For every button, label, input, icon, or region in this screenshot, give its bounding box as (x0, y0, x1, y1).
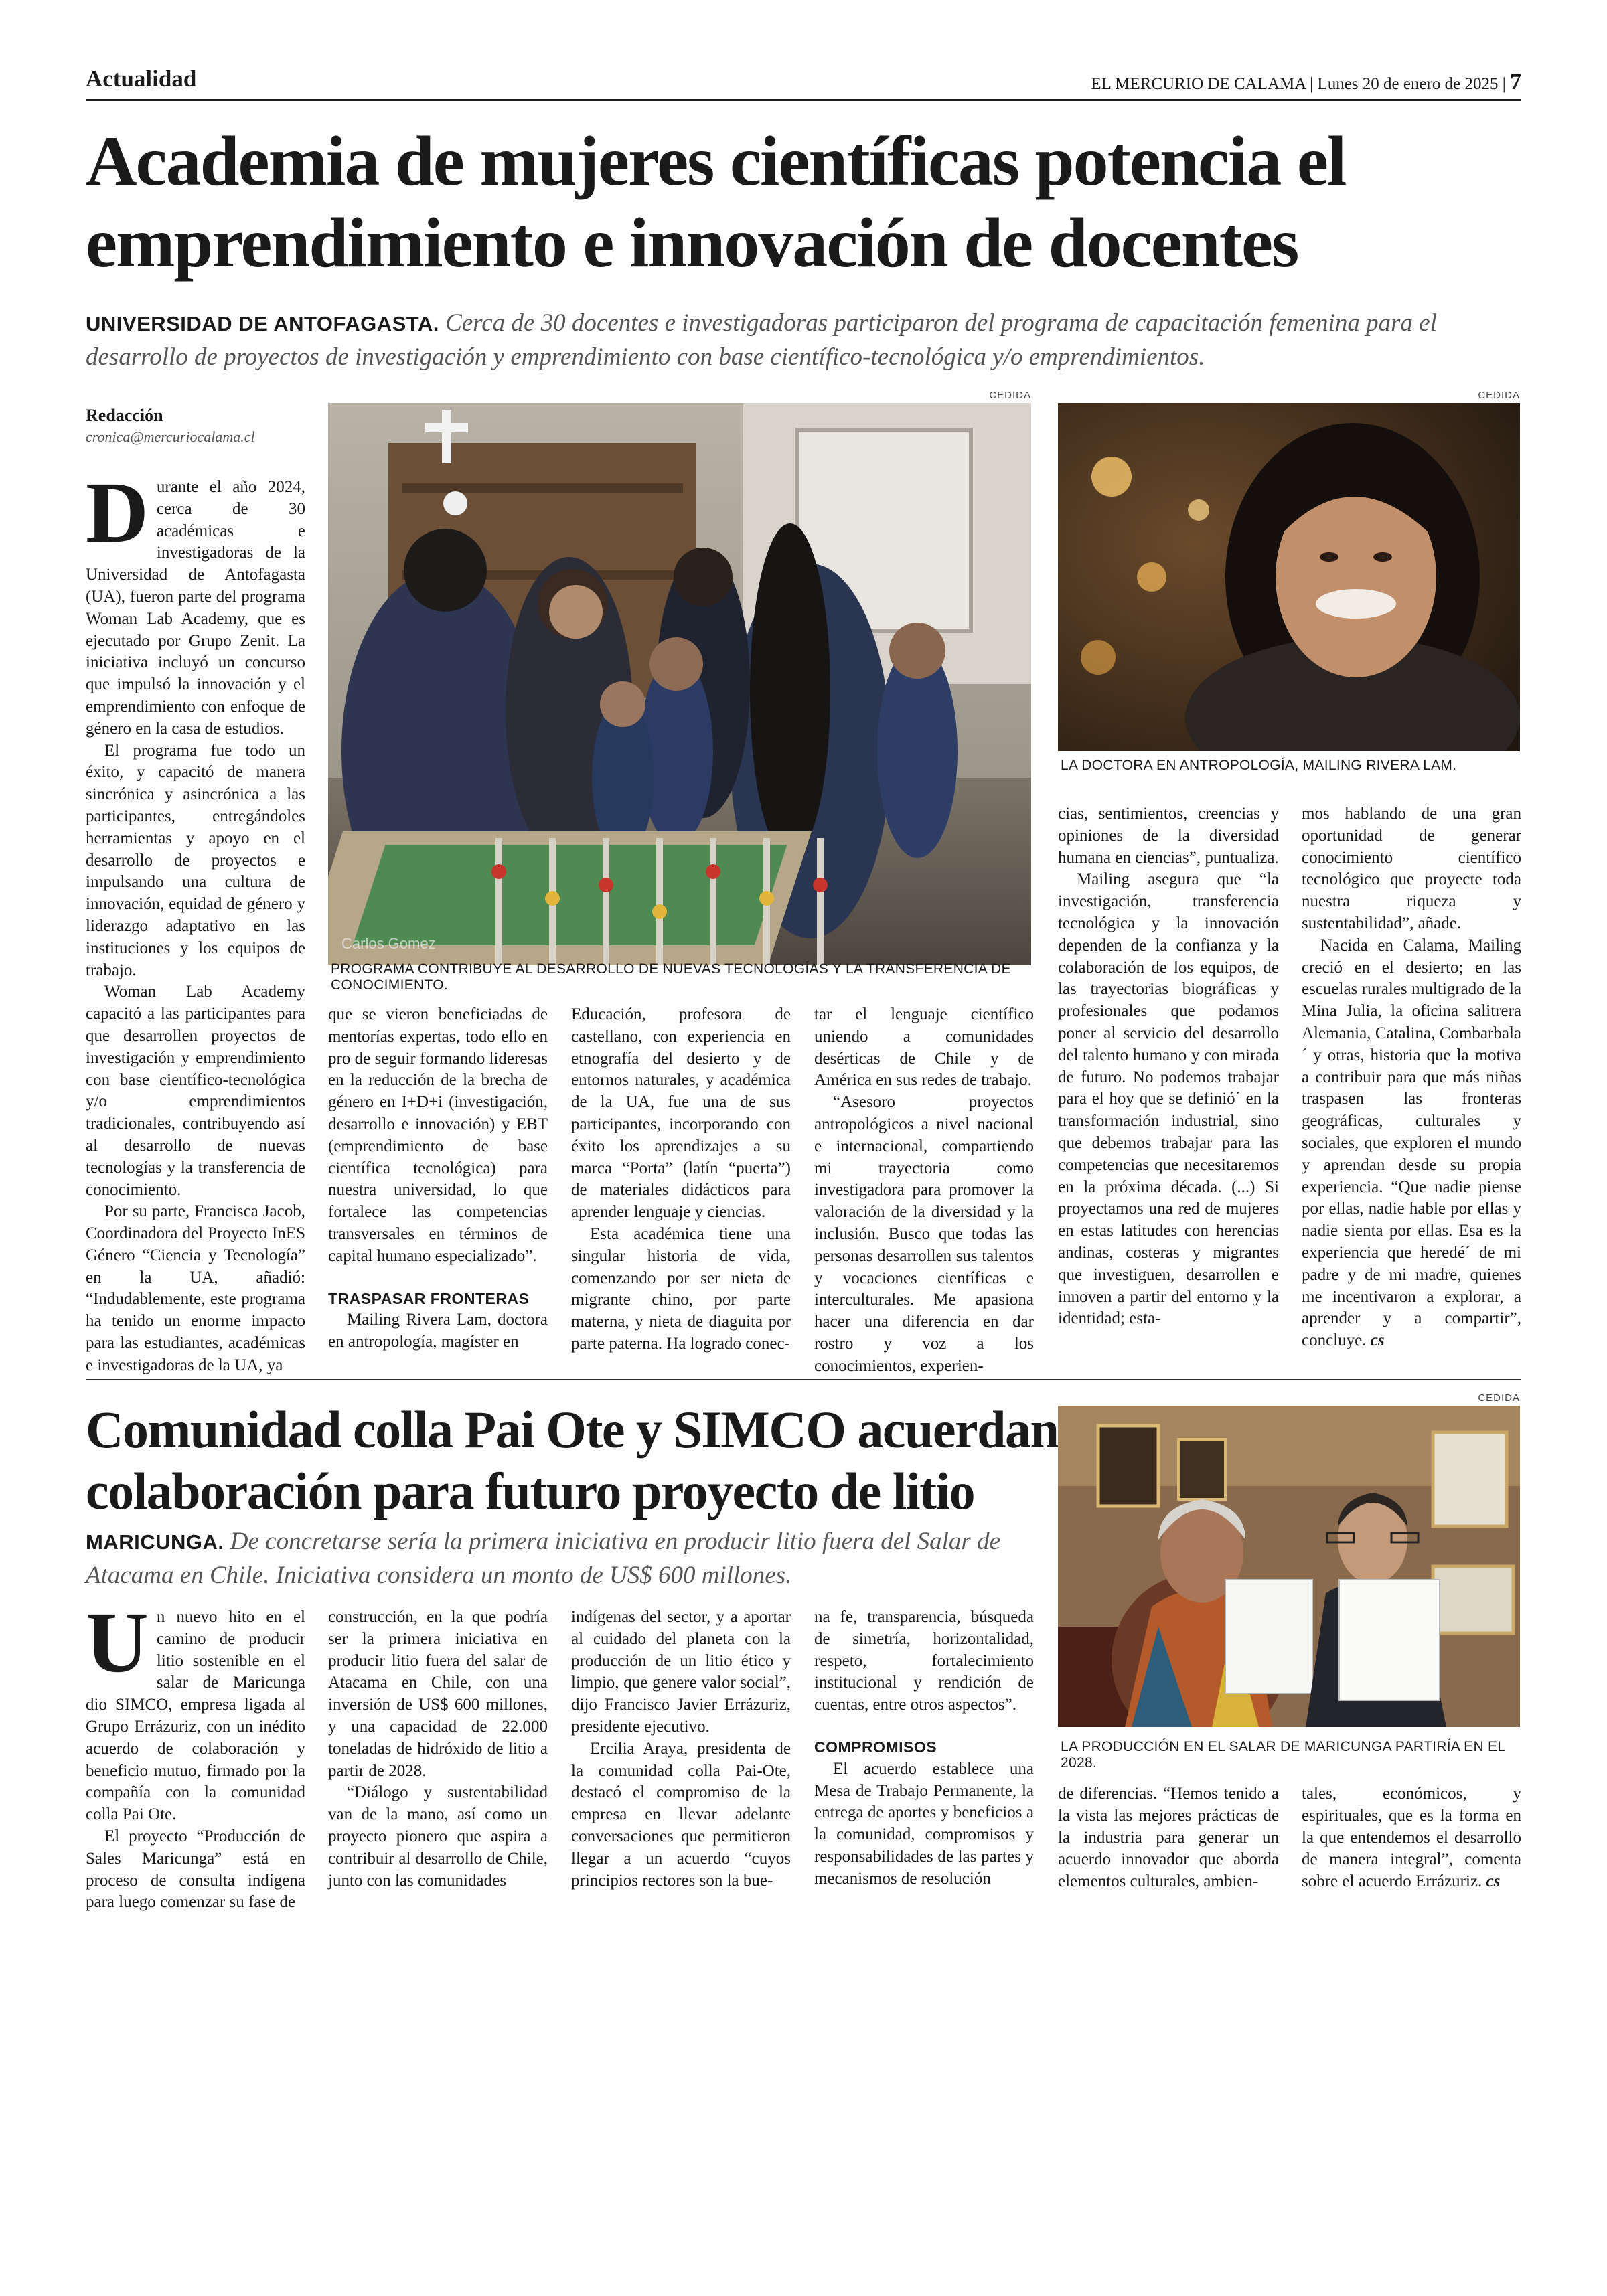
publication-date: | Lunes 20 de enero de 2025 | (1310, 75, 1506, 93)
article2-col4-p1: na fe, transparencia, búsqueda de simetría, horizontalidad, respeto, fortalecimiento institucional y rendición de cuentas, entre otros aspectos”. (814, 1608, 1034, 1714)
article1-col5-p1: cias, sentimientos, creencias y opiniones de la diversidad humana en ciencias”, puntualiza. (1058, 805, 1279, 867)
article1-col4-p2: “Asesoro proyectos antropológicos a nivel nacional e internacional, compartiendo mi trayectoria como investigadora para promover la valoración de la diversidad y la inclusión. Busco que todas las personas desarrollen sus talentos y vocaciones científicas e interculturales. Me apasiona hacer una diferencia en dar rostro y voz a los conocimientos, experien- (814, 1093, 1034, 1375)
article2-dropcap: U (86, 1594, 149, 1691)
photo1-caption: PROGRAMA CONTRIBUYE AL DESARROLLO DE NUEVAS TECNOLOGÍAS Y LA TRANSFERENCIA DE CONOCIMIENTO. (331, 961, 1011, 993)
photo3-caption: LA PRODUCCIÓN EN EL SALAR DE MARICUNGA PARTIRÍA EN EL 2028. (1061, 1739, 1505, 1771)
article2-headline-line2: colaboración para futuro proyecto de litio (86, 1462, 975, 1520)
article1-kicker: UNIVERSIDAD DE ANTOFAGASTA. (86, 312, 439, 335)
article1-headline-line2: emprendimiento e innovación de docentes (86, 203, 1298, 282)
article1-col6 (1302, 803, 1521, 1352)
article2-col4 (814, 1607, 1034, 1890)
article2-deck (86, 1525, 1077, 1592)
article1-col6-p1: mos hablando de una gran oportunidad de generar conocimiento científico tecnológico que proyecte toda nuestra riqueza y sustentabilidad”, añade. (1302, 805, 1521, 932)
article2-subhead: COMPROMISOS (814, 1738, 937, 1756)
article-divider (86, 1379, 1521, 1380)
photo-classroom (328, 403, 1031, 965)
article2-headline-line1: Comunidad colla Pai Ote y SIMCO acuerdan (86, 1400, 1059, 1459)
article2-col5-p1: de diferencias. “Hemos tenido a la vista las mejores prácticas de la industria para generar un acuerdo innovador que aborda elementos culturales, ambien- (1058, 1785, 1279, 1891)
article1-col1-p1: urante el año 2024, cerca de 30 académicas e investigadoras de la Universidad de Antofagasta (UA), fueron parte del programa Woman Lab Academy, que es ejecutado por Grupo Zenit. La iniciativa incluyó un concurso que impulsó la innovación y el emprendimiento con enfoque de género en la casa de estudios. (86, 478, 305, 738)
article1-col2-p2: Mailing Rivera Lam, doctora en antropología, magíster en (328, 1311, 548, 1351)
article2-col3 (571, 1607, 791, 1892)
article1-col1 (86, 465, 305, 1377)
publication-name: EL MERCURIO DE CALAMA (1091, 75, 1306, 93)
article2-lead: De concretarse sería la primera iniciativa en producir litio fuera del Salar de Atacama en Chile. Iniciativa considera un monto de US$ 600 millones. (86, 1528, 1001, 1589)
article2-col2 (328, 1607, 548, 1892)
article1-col5-p2: Mailing asegura que “la investigación, transferencia tecnológica y la innovación dependen de la confianza y la colaboración de los equipos, de las trayectorias biográficas y profesionales que podamos poner al servicio del desarrollo del talento humano y con mirada de futuro. No podemos trabajar para el hoy que se definió´ en la transformación industrial, sino que debemos trabajar para las competencias que necesitaremos en la próxima década. (...) Si proyectamos una red de mujeres en estas latitudes con herencias andinas, costeras y migrantes que investiguen, desarrollen e innoven a partir del entorno y la identidad; esta- (1058, 870, 1279, 1328)
article1-col1-p3: Woman Lab Academy capacitó a las participantes para que desarrollen proyectos de investigación y emprendimiento con base científico-tecnológica y/o emprendimientos tradicionales, contribuyendo así al desarrollo de nuevas tecnologías y la transferencia de conocimiento. (86, 983, 305, 1199)
classroom-illustration (328, 403, 1031, 965)
article2-col4-p2: El acuerdo establece una Mesa de Trabajo Permanente, la entrega de aportes y beneficios a la comunidad, compromisos y responsabilidades de las partes y mecanismos de resolución (814, 1759, 1034, 1888)
byline-email: cronica@mercuriocalama.cl (86, 428, 255, 445)
article2-col3-p1: indígenas del sector, y a aportar al cuidado del planeta con la producción de un litio ético y limpio, que genere valor social”, dijo Francisco Javier Errázuriz, presidente ejecutivo. (571, 1608, 791, 1736)
article1-col5 (1058, 803, 1279, 1330)
article2-col2-p2: “Diálogo y sustentabilidad van de la mano, así como un proyecto pionero que aspira a contribuir al desarrollo de Chile, junto con las comunidades (328, 1783, 548, 1890)
article1-col4 (814, 1004, 1034, 1378)
article2-col5 (1058, 1783, 1279, 1893)
photo2-caption: LA DOCTORA EN ANTROPOLOGÍA, MAILING RIVERA LAM. (1061, 758, 1457, 773)
article2-headline (86, 1399, 1077, 1522)
article1-col3 (571, 1004, 791, 1356)
article1-headline (86, 120, 1532, 284)
article1-col2 (328, 1004, 548, 1354)
article1-col3-p2: Esta académica tiene una singular historia de vida, comenzando por ser nieta de migrante chino, por parte materna, y nieta de diaguita por parte paterna. Ha logrado conec- (571, 1224, 791, 1353)
article2-col3-p2: Ercilia Araya, presidenta de la comunidad colla Pai-Ote, destacó el compromiso de la empresa en llevar adelante conversaciones que permitieron llegar a un acuerdo “cuyos principios rectores son la bue- (571, 1739, 791, 1890)
portrait-illustration (1058, 403, 1520, 751)
article1-col1-p2: El programa fue todo un éxito, y capacitó de manera sincrónica y asincrónica a las participantes, entregándoles herramientas y apoyo en el desarrollo de proyectos e impulsando una cultura de innovación, equidad de género y liderazgo adaptativo en las instituciones y los equipos de trabajo. (86, 741, 305, 979)
article2-col1-p2: El proyecto “Producción de Sales Maricunga” está en proceso de consulta indígena para luego comenzar su fase de (86, 1827, 305, 1912)
page-number: 7 (1510, 70, 1521, 94)
article2-col1 (86, 1594, 305, 1914)
agreement-illustration (1058, 1406, 1520, 1727)
photo-portrait (1058, 403, 1520, 751)
article1-col3-p1: Educación, profesora de castellano, con experiencia en etnografía del desierto y de entornos naturales, y académica de la UA, fue una de sus participantes, incorporando con éxito los aprendizajes a su marca “Porta” (latín “puerta”) de materiales didácticos para aprender lenguaje y ciencias. (571, 1005, 791, 1222)
photo3-credit: CEDIDA (1478, 1392, 1520, 1404)
photo1-watermark: Carlos Gomez (341, 935, 436, 952)
article2-endmark: cs (1486, 1872, 1501, 1891)
article1-headline-line1: Academia de mujeres científicas potencia el (86, 122, 1346, 200)
article1-deck (86, 307, 1525, 374)
photo2-credit: CEDIDA (1478, 390, 1520, 401)
article1-col4-p1: tar el lenguaje científico uniendo a comunidades desérticas de Chile y de América en sus redes de trabajo. (814, 1005, 1034, 1090)
article2-col6 (1302, 1783, 1521, 1893)
section-name: Actualidad (86, 66, 197, 92)
article2-col6-p1 (1302, 1783, 1521, 1893)
article1-dropcap: D (86, 465, 149, 561)
article1-col1-p4: Por su parte, Francisca Jacob, Coordinadora del Proyecto InES Género “Ciencia y Tecnología” en la UA, añadió: “Indudablemente, este programa ha tenido un enorme impacto para las estudiantes, académicas e investigadoras de la UA, ya (86, 1202, 305, 1374)
article1-subhead: TRASPASAR FRONTERAS (328, 1289, 530, 1307)
photo1-credit: CEDIDA (989, 390, 1031, 401)
article2-col2-p1: construcción, en la que podría ser la primera iniciativa en producir litio fuera del salar de Atacama en Chile, con una inversión de US$ 600 millones, y una capacidad de 22.000 toneladas de hidróxido de litio a partir de 2028. (328, 1608, 548, 1780)
masthead (1091, 70, 1521, 95)
article2-kicker: MARICUNGA. (86, 1530, 224, 1554)
article1-col2-p1: que se vieron beneficiadas de mentorías expertas, todo ello en pro de seguir formando lideresas en la reducción de la brecha de género en I+D+i (investigación, desarrollo e innovación) y EBT (emprendimiento de base científica tecnológica) para nuestra universidad, lo que fortalece las competencias transversales en términos de capital humano especializado”. (328, 1005, 548, 1265)
photo-agreement (1058, 1406, 1520, 1727)
article2-col1-p1: n nuevo hito en el camino de producir litio sostenible en el salar de Maricunga dio SIMCO, empresa ligada al Grupo Errázuriz, con un inédito acuerdo de colaboración y beneficio mutuo, firmado por la compañía con la comunidad colla Pai Ote. (86, 1608, 305, 1824)
article1-col6-p2 (1302, 935, 1521, 1352)
header-rule (86, 99, 1521, 101)
byline: Redacción (86, 406, 163, 425)
article1-lead: Cerca de 30 docentes e investigadoras participaron del programa de capacitación femenina para el desarrollo de proyectos de investigación y emprendimiento con base científico-tecnológica y/o emprendimientos. (86, 309, 1437, 371)
article1-col6-p2-text: Nacida en Calama, Mailing creció en el desierto; en las escuelas rurales multigrado de la Mina Julia, la oficina salitrera Alemania, Catalina, Combarbala´ y otras, historia que la motiva a contribuir para que más niñas traspasen las fronteras geográficas, culturales y sociales, que exploren el mundo y aprendan desde su propia experiencia. “Que nadie piense por ellas, nadie hable por ellas y nadie sienta por ellas. Esa es la experiencia que heredé´ de mi padre y de mi madre, quienes me incentivaron a explorar, a aprender y a compartir”, concluye. (1302, 936, 1521, 1350)
article1-endmark: cs (1370, 1331, 1385, 1350)
article2-col6-p1-text: tales, económicos, y espirituales, que es la forma en la que entendemos el desarrollo de manera integral”, comenta sobre el acuerdo Errázuriz. (1302, 1785, 1521, 1891)
